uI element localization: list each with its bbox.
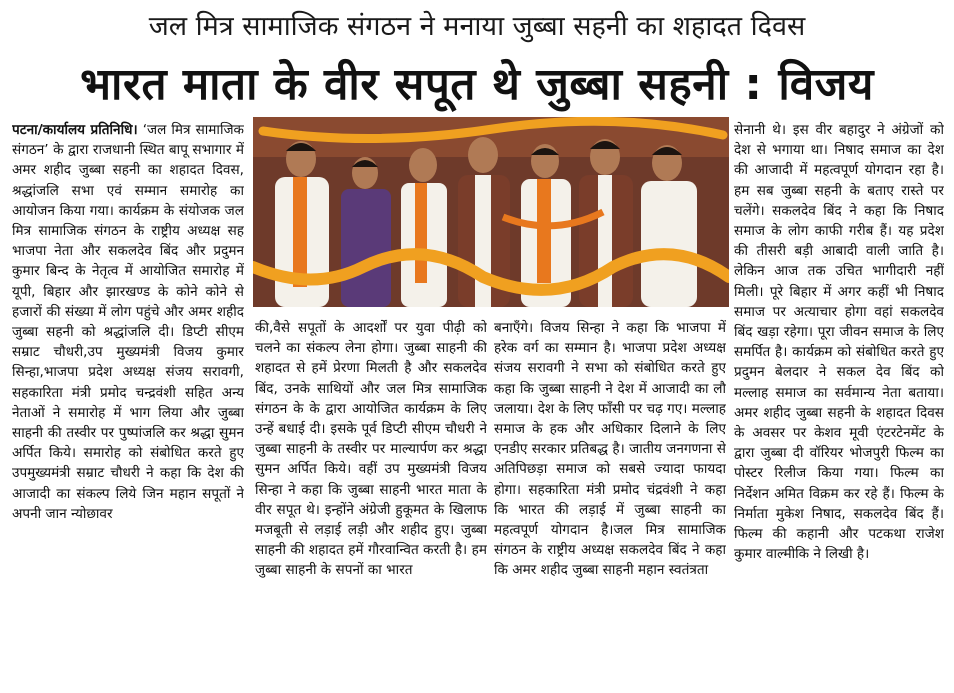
article-column-2 (255, 318, 487, 685)
article-text-col4: सेनानी थे। इस वीर बहादुर ने अंग्रेजों को देश से भगाया था। निषाद समाज का देश की आजादी में महत्वपूर्ण योगदान रहा है। हम सब जुब्बा सहनी के बताए रास्ते पर चलेंगे। सकलदेव बिंद ने कहा कि निषाद समाज के लोग काफी गरीब हैं। यह प्रदेश की तीसरी बड़ी आबादी वाली जाति है। लेकिन आज तक उचित भागीदारी नहीं मिली। पूरे बिहार में अगर कहीं भी निषाद समाज पर अत्याचार होगा वहां सकलदेव बिंद खड़ा रहेगा। पूरा जीवन समाज के लिए समर्पित है। कार्यक्रम को संबोधित करते हुए प्रदुमन बेलदार ने सकल देव बिंद को मल्लाह समाज का सर्वमान्य नेता बताया। अमर शहीद जुब्बा सहनी के शहादत दिवस के अवसर पर केशव मूवी एंटरटेनमेंट के द्वारा जुब्बा दी वॉरियर भोजपुरी फिल्म का पोस्टर रिलीज किया गया। फिल्म का निर्देशन अमित विक्रम कर रहे हैं। फिल्म के निर्माता मुकेश निषाद, सकलदेव बिंद हैं। फिल्म की कहानी और पटकथा राजेश कुमार वाल्मीकि ने लिखी है। (734, 122, 944, 563)
article-column-1 (12, 120, 244, 685)
article-dateline: पटना/कार्यालय प्रतिनिधि। (12, 122, 138, 138)
article-text-col1: ‘जल मित्र सामाजिक संगठन’ के द्वारा राजधानी स्थित बापू सभागार में अमर शहीद जुब्बा सहनी का शहादत दिवस, श्रद्धांजलि सभा एवं सम्मान समारोह का आयोजन किया गया। कार्यक्रम के संयोजक जल मित्र सामाजिक संगठन के राष्ट्रीय अध्यक्ष सह भाजपा नेता और सकलदेव बिंद और प्रदुमन कुमार बिन्द के नेतृत्व में आयोजित समारोह में यूपी, बिहार और झारखण्ड के कोने कोने से हजारों की संख्या में लोग पहुंचे और अमर शहीद जुब्बा सहनी को श्रद्धांजलि दी। डिप्टी सीएम सम्राट चौधरी,उप मुख्यमंत्री विजय कुमार सिन्हा,भाजपा प्रदेश अध्यक्ष संजय सरावगी, सहकारिता मंत्री प्रमोद चन्द्रवंशी सहित अन्य नेताओं ने समारोह में भाग लिया और जुब्बा साहनी की तस्वीर पर पुष्पांजलि कर श्रद्धा सुमन अर्पित किये। समारोह को संबोधित करते हुए उपमुख्यमंत्री सम्राट चौधरी ने कहा कि देश की आजादी का संकल्प लिये जिन महान सपूतों ने अपनी जान न्योछावर (12, 122, 244, 522)
article-column-3 (494, 318, 726, 685)
article-kicker: जल मित्र सामाजिक संगठन ने मनाया जुब्बा सहनी का शहादत दिवस (148, 11, 806, 42)
event-photo-illustration (253, 117, 729, 307)
article-text-col2: की,वैसे सपूतों के आदर्शों पर युवा पीढ़ी को चलने का संकल्प लेना होगा। जुब्बा साहनी की शहादत से हमें प्रेरणा मिलती है और सकलदेव बिंद, उनके साथियों और जल मित्र सामाजिक संगठन के के द्वारा आयोजित कार्यक्रम के लिए उन्हें बधाई दी। इसके पूर्व डिप्टी सीएम चौधरी ने जुब्बा साहनी के तस्वीर पर माल्यार्पण कर श्रद्धा सुमन अर्पित किये। वहीं उप मुख्यमंत्री विजय सिन्हा ने कहा कि जुब्बा साहनी भारत माता के वीर सपूत थे। इन्होंने अंग्रेजी हुकूमत के खिलाफ मजबूती से लड़ाई लड़ी और शहीद हुए। जुब्बा साहनी की शहादत हमें गौरवान्वित करती है। हम जुब्बा साहनी के सपनों का भारत (255, 320, 487, 579)
event-photo (253, 117, 729, 307)
article-column-4 (734, 120, 944, 685)
article-headline: भारत माता के वीर सपूत थे जुब्बा सहनी : विजय (80, 59, 874, 110)
article-text-col3: बनाएँगे। विजय सिन्हा ने कहा कि भाजपा में हरेक वर्ग का सम्मान है। भाजपा प्रदेश अध्यक्ष संजय सरावगी ने सभा को संबोधित करते हुए कहा कि जुब्बा साहनी ने देश में आजादी का लौ जलाया। देश के लिए फाँसी पर चढ़ गए। मल्लाह समाज के हक और अधिकार दिलाने के लिए एनडीए सरकार प्रतिबद्ध है। जातीय जनगणना से अतिपिछड़ा समाज को सबसे ज्यादा फायदा होगा। सहकारिता मंत्री प्रमोद चंद्रवंशी ने कहा कि भारत की लड़ाई में जुब्बा साहनी का महत्वपूर्ण योगदान है।जल मित्र सामाजिक संगठन के राष्ट्रीय अध्यक्ष सकलदेव बिंद ने कहा कि अमर शहीद जुब्बा साहनी महान स्वतंत्रता (494, 320, 726, 579)
